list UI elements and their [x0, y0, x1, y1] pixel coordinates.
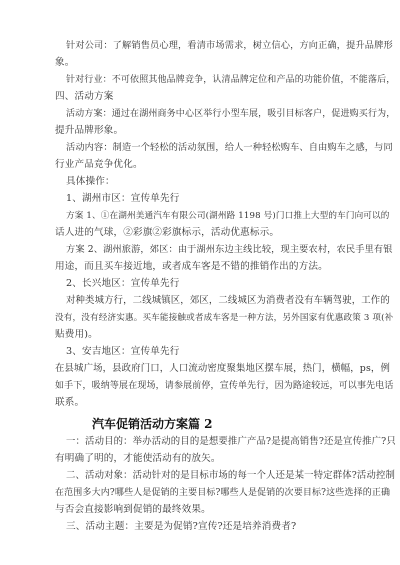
- text-line: 在县城广场，县政府门口，人口流动密度聚集地区摆车展，热门，横幅，ps，例: [55, 363, 390, 374]
- subheading: 2、长兴地区：宣传单先行: [66, 278, 180, 289]
- text-line: 如手下，吸纳等展在现场，请参展前停，宣传单先行，因为路途较远，可以事先电话: [55, 381, 394, 391]
- text-line: 与否会直接影响到促销的最终效果。: [55, 504, 211, 515]
- text-line: 对种类城方行，二线城镇区，郊区，二线城区为消费者没有车辆驾驶，工作的: [66, 295, 390, 306]
- text-line: 有明确了明的，才能使活动有的放矢。: [55, 453, 221, 464]
- text-line: 联系。: [55, 397, 85, 408]
- subheading: 1、湖州市区：宣传单先行: [66, 193, 180, 204]
- text-line: 方案 2、湖州旅游，郊区：由于湖州东边主线比较，现主要农村，农民手里有银: [66, 244, 393, 255]
- text-line: 二、活动对象：活动针对的是目标市场的每一个人还是某一特定群体?活动控制: [66, 470, 396, 481]
- text-line: 话人进的气球，②彩旗②彩旗标示，活动优惠标示。: [55, 227, 280, 238]
- text-line: 针对公司：了解销售员心理，看清市场需求，树立信心，方向正确，提升品牌形: [66, 40, 393, 51]
- text-line: 三、活动主题：主要是为促销?宣传?还是培养消费者?: [66, 521, 297, 532]
- text-line: 活动内容：制造一个轻松的活动氛围，给人一种轻松购车、自由购车之感，与同: [66, 142, 393, 153]
- text-line: 在范围多大内?哪些人是促销的主要目标?哪些人是促销的次要目标?这些选择的正确: [55, 488, 391, 498]
- text-line: 象。: [55, 57, 75, 68]
- text-line: 没有，没有经济实惠。买车能接触或者成车客是一种方法，另外国家有优惠政策 3 项(补: [55, 313, 394, 323]
- text-line: 活动方案：通过在湖州商务中心区举行小型车展，吸引目标客户，促进购买行为，: [66, 109, 396, 119]
- subheading: 3、安吉地区：宣传单先行: [66, 346, 180, 357]
- section-heading: 四、活动方案: [55, 91, 114, 102]
- text-line: 贴费用)。: [55, 329, 98, 340]
- text-line: 针对行业：不可依照其他品牌竞争，认清品牌定位和产品的功能价值，不能落后，: [66, 75, 396, 85]
- section-title: 汽车促销活动方案篇 2: [92, 417, 213, 431]
- text-line: 一：活动目的：举办活动的目的是想要推广产品?是提高销售?还是宣传推广?只: [66, 436, 396, 447]
- text-line: 用途，而且买车接近地，或者成车客是不错的推销作出的方法。: [55, 261, 328, 272]
- text-line: 提升品牌形象。: [55, 125, 124, 136]
- text-line: 行业产品竞争优化。: [55, 159, 143, 170]
- text-line: 具体操作：: [66, 176, 115, 187]
- text-line: 方案 1、①在湖州美通汽车有限公司(湖州路 1198 号)门口推上大型的车门向可以的: [66, 211, 390, 221]
